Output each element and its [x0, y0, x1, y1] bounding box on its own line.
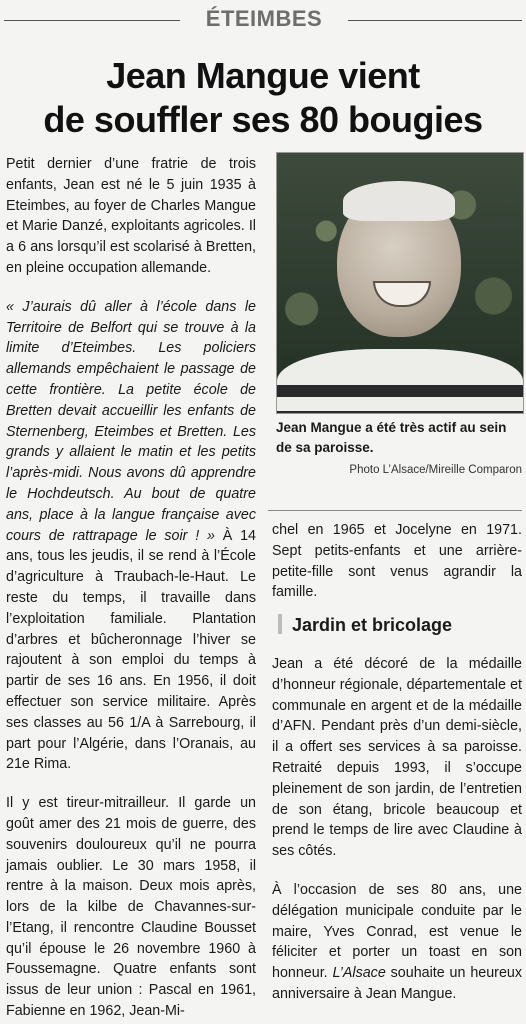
paragraph-family: chel en 1965 et Jocelyne en 1971. Sept petits-enfants et une arrière-petite-fille sont venus agrandir la famille. [272, 522, 522, 601]
column-divider [268, 510, 522, 511]
portrait-photo [276, 152, 524, 414]
birthday-text-start: À l’occasion de ses 80 ans, une délégation municipale conduite par le maire, Yves Conrad, est venue le féliciter et porter un toast en son honneur. [272, 881, 522, 982]
shirt-stripe [277, 385, 523, 397]
headline-line-2: de souffler ses 80 bougies [43, 99, 483, 140]
rubric-rule-left [4, 20, 180, 21]
article-column-1 [6, 154, 256, 1022]
subheading-bar [278, 614, 282, 634]
paragraph-quote-continuation: À 14 ans, tous les jeudis, il se rend à l’École d’agriculture à Traubach-le-Haut. Le reste du temps, il travaille dans l’exploitation familiale. Plantation d’arbres et bûcheronnage l’hiver se rajoutent à son emploi du temps à partir de ses 16 ans. En 1956, il doit effectuer son service militaire. Après ses classes au 56 1/A à Sarrebourg, il part pour l’Algérie, dans l’Oranais, au 21e Rima. [6, 527, 256, 773]
photo-hair [343, 181, 455, 221]
headline-line-1: Jean Mangue vient [106, 55, 420, 96]
article-column-2 [272, 520, 522, 603]
photo-shirt [277, 349, 523, 414]
section-rubric [0, 6, 526, 34]
quote-text: « J’aurais dû aller à l’école dans le Territoire de Belfort qui se trouve à la limite d’Eteimbes. Les policiers allemands empêchaient le passage de cette frontière. La petite école de Bretten devait accueillir les enfants de Sternenberg, Eteimbes et Bretten. Les grands y allaient le matin et les petits l’après-midi. Nous avons dû apprendre le Hochdeutsch. Au bout de quatre ans, place à la langue française avec cours de rattrapage le soir ! » [6, 298, 256, 544]
photo-credit: Photo L’Alsace/Mireille Comparon [349, 464, 522, 476]
rubric-rule-right [348, 20, 522, 21]
article-column-2-continued [272, 654, 522, 1005]
article-headline [6, 54, 520, 142]
photo-caption: Jean Mangue a été très actif au sein de sa paroisse. [276, 420, 507, 455]
rubric-label: ÉTEIMBES [205, 6, 323, 31]
shirt-stripe [277, 411, 523, 414]
birthday-text-end: souhaite un heureux anniversaire à Jean Mangue. [272, 965, 522, 1002]
paragraph-quote [6, 297, 256, 775]
paragraph-military: Il y est tireur-mitrailleur. Il garde un goût amer des 21 mois de guerre, des souvenirs douloureux qu’il ne pourra jamais oublier. Le 30 mars 1958, il rentre à la maison. Deux mois après, lors de la kilbe de Chavannes-sur-l’Etang, il rencontre Claudine Bousset qu’il épouse le 26 novembre 1960 à Foussemagne. Quatre enfants sont issus de leur union : Pascal en 1961, Fabienne en 1962, Jean-Mi- [6, 795, 256, 1020]
paragraph-intro: Petit dernier d’une fratrie de trois enfants, Jean est né le 5 juin 1935 à Eteimbes, au foyer de Charles Mangue et Marie Danzé, exploitants agricoles. Il a 6 ans lorsqu’il est scolarisé à Bretten, en pleine occupation allemande. [6, 156, 256, 276]
subheading [278, 614, 522, 636]
publication-name: L’Alsace [332, 965, 386, 982]
subheading-text: Jardin et bricolage [292, 615, 453, 635]
paragraph-birthday [272, 880, 522, 1005]
paragraph-honors: Jean a été décoré de la médaille d’honneur régionale, départementale et communale en argent et de la médaille d’AFN. Pendant près d’un demi-siècle, il a offert ses services à sa paroisse. Retraité depuis 1993, il s’occupe pleinement de son jardin, de l’entretien de son étang, bricole beaucoup et prend le temps de lire avec Claudine à ses côtés. [272, 656, 522, 860]
